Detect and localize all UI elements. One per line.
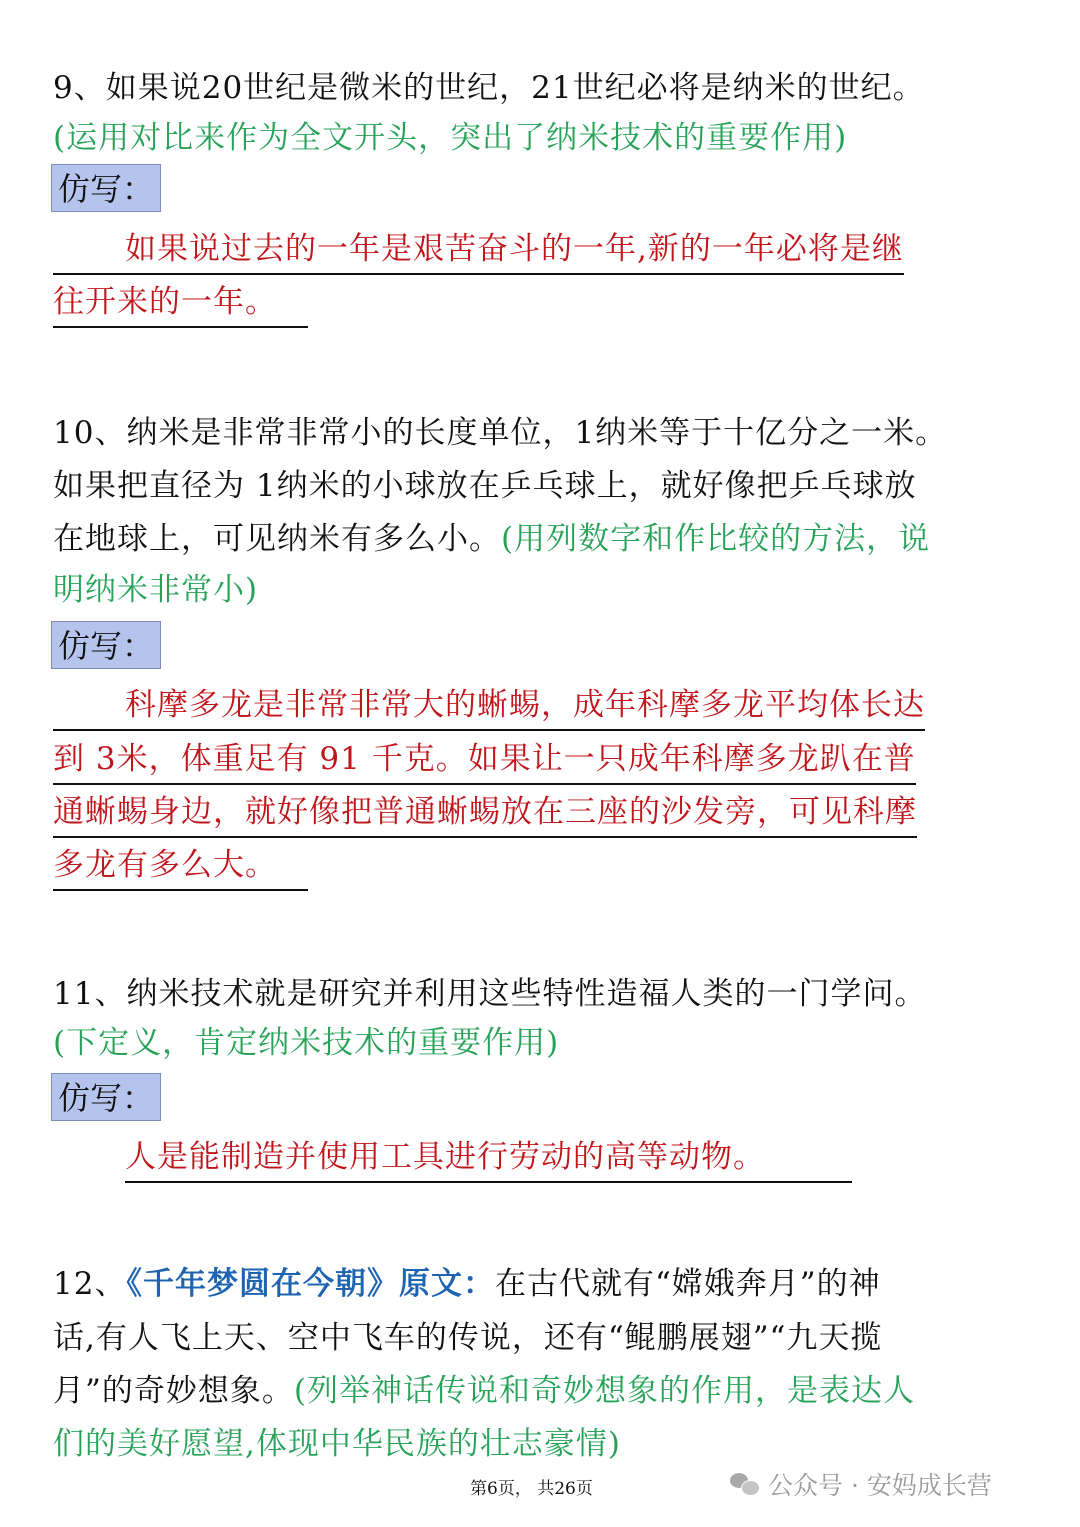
watermark xyxy=(730,1466,992,1502)
section9-label: 仿写： xyxy=(51,164,161,212)
section11-note: (下定义，肯定纳米技术的重要作用) xyxy=(53,1025,560,1061)
section10-answer-line1: 科摩多龙是非常非常大的蜥蜴，成年科摩多龙平均体长达 xyxy=(125,685,925,725)
section10-note-line1: (用列数字和作比较的方法，说 xyxy=(501,521,931,557)
section10-answer-line4: 多龙有多么大。 xyxy=(53,845,308,885)
section10-sentence-line3: 在地球上，可见纳米有多么小。(用列数字和作比较的方法，说 xyxy=(53,521,931,557)
section10-sentence-line2: 如果把直径为 1纳米的小球放在乒乓球上，就好像把乒乓球放 xyxy=(53,468,917,504)
page-footer: 第6页， 共26页 xyxy=(470,1479,593,1499)
wechat-icon xyxy=(730,1471,760,1497)
section9-answer-line1: 如果说过去的一年是艰苦奋斗的一年,新的一年必将是继 xyxy=(125,229,904,269)
section12-text-line1: 在古代就有“嫦娥奔月”的神 xyxy=(494,1266,881,1302)
section12-number: 12、 xyxy=(53,1266,127,1302)
section11-answer: 人是能制造并使用工具进行劳动的高等动物。 xyxy=(125,1137,852,1177)
section9-answer-line2: 往开来的一年。 xyxy=(53,282,308,322)
section11-label: 仿写： xyxy=(51,1073,161,1121)
section9-note: (运用对比来作为全文开头，突出了纳米技术的重要作用) xyxy=(53,120,848,156)
section10-answer-line3: 通蜥蜴身边，就好像把普通蜥蜴放在三座的沙发旁，可见科摩 xyxy=(53,792,917,832)
section10-answer-line2: 到 3米，体重足有 91 千克。如果让一只成年科摩多龙趴在普 xyxy=(53,739,916,779)
section12-line3: 月”的奇妙想象。(列举神话传说和奇妙想象的作用，是表达人 xyxy=(53,1373,915,1409)
section10-label: 仿写： xyxy=(51,621,161,669)
section12-line1 xyxy=(53,1264,881,1304)
section12-title: 《千年梦圆在今朝》原文： xyxy=(126,1266,495,1302)
section11-sentence: 11、纳米技术就是研究并利用这些特性造福人类的一门学问。 xyxy=(53,976,927,1012)
section12-note-line1: (列举神话传说和奇妙想象的作用，是表达人 xyxy=(293,1373,915,1409)
section12-text-line2: 话,有人飞上天、空中飞车的传说，还有“鲲鹏展翅”“九天揽 xyxy=(53,1320,883,1356)
section10-note-line2: 明纳米非常小) xyxy=(53,572,259,608)
section10-sentence-line1: 10、纳米是非常非常小的长度单位，1纳米等于十亿分之一米。 xyxy=(53,415,948,451)
watermark-text: 公众号 · 安妈成长营 xyxy=(768,1471,992,1500)
section12-note-line2: 们的美好愿望,体现中华民族的壮志豪情) xyxy=(53,1426,621,1462)
section9-sentence: 9、如果说20世纪是微米的世纪，21世纪必将是纳米的世纪。 xyxy=(53,70,925,106)
